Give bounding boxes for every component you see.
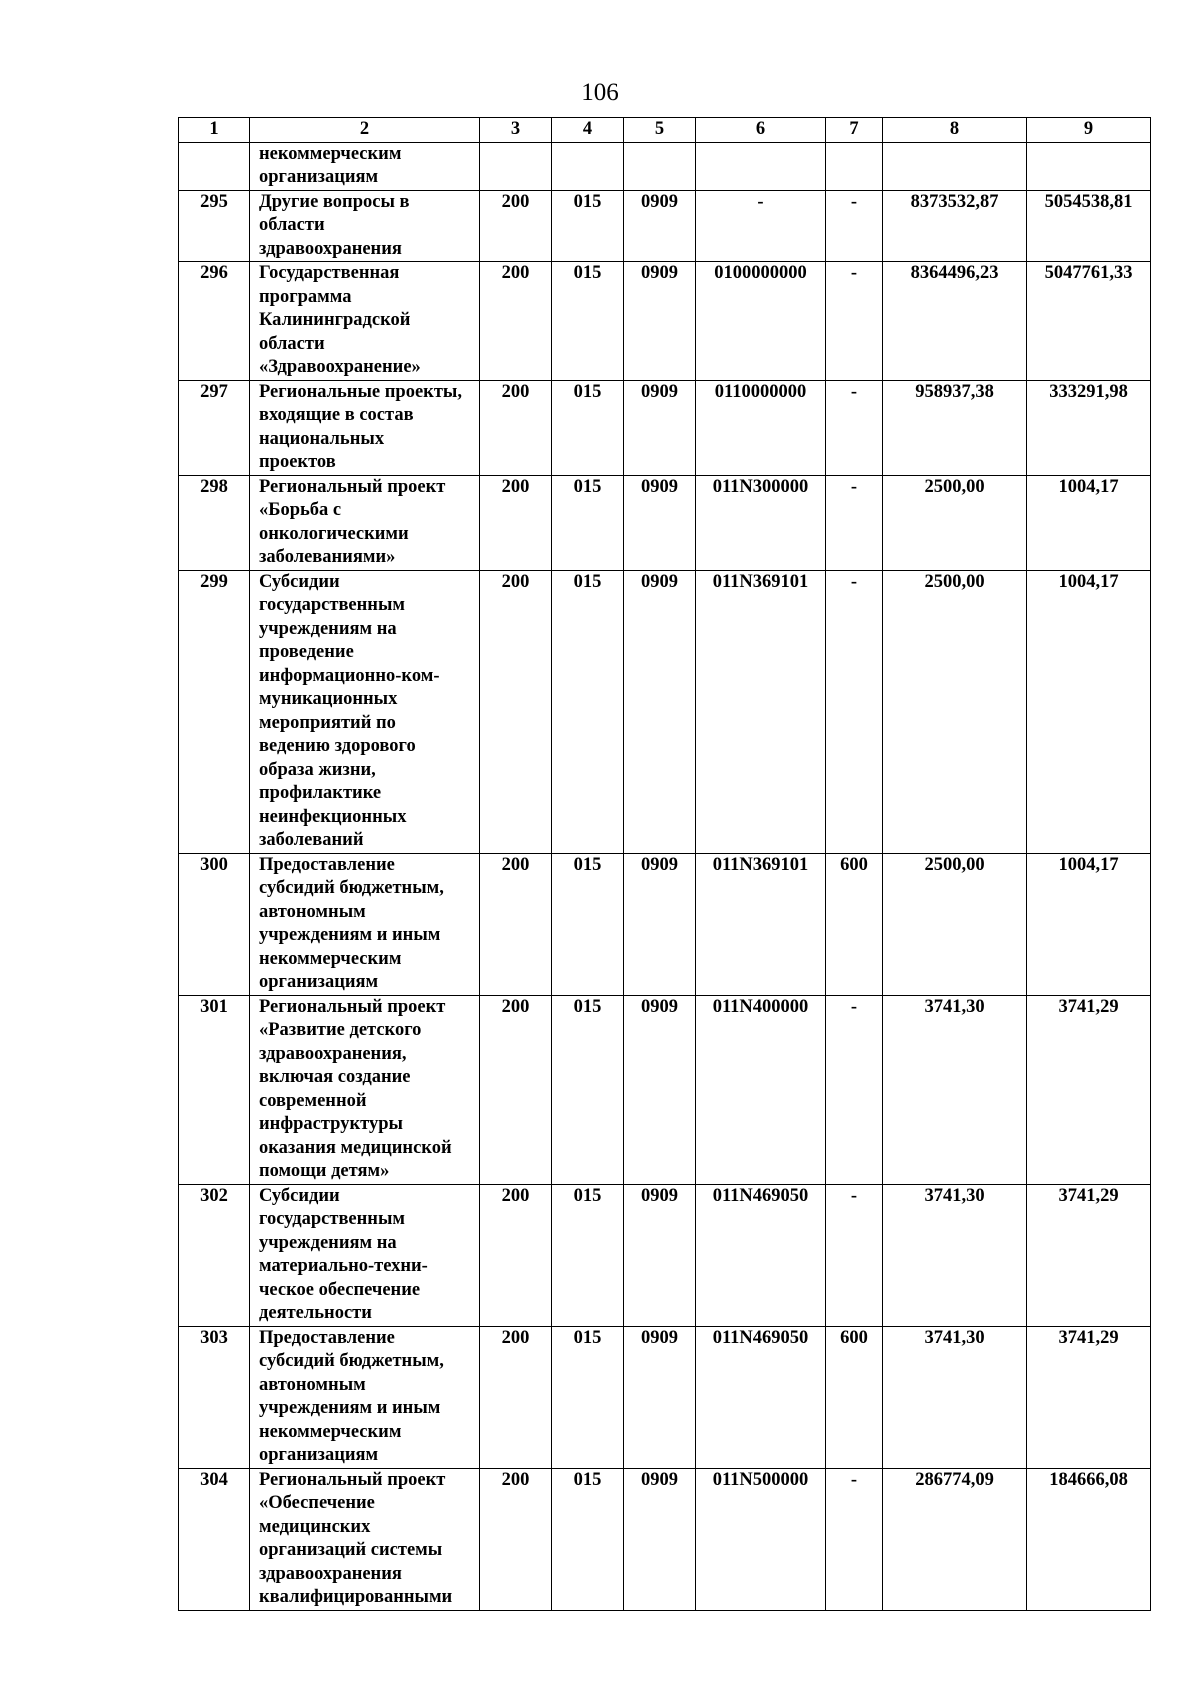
code-5-cell: 0909: [624, 1184, 696, 1326]
code-6-cell: [696, 142, 826, 190]
page-number: 106: [581, 79, 619, 106]
table-row: [179, 1468, 1151, 1610]
table-row: [179, 853, 1151, 995]
table-row: [179, 995, 1151, 1184]
table-row: [179, 1184, 1151, 1326]
code-7-cell: -: [826, 995, 883, 1184]
code-4-cell: 015: [552, 475, 624, 570]
item-name-line: «Развитие детского: [259, 1020, 422, 1040]
code-6-cell: 011N400000: [696, 995, 826, 1184]
amount-8-cell: 8373532,87: [883, 190, 1027, 262]
row-number-cell: 300: [179, 853, 250, 995]
code-5-cell: 0909: [624, 1468, 696, 1610]
item-name-line: Региональный проект: [259, 1469, 446, 1490]
code-4-cell: 015: [552, 570, 624, 853]
column-header-1: 1: [179, 118, 250, 143]
row-number-cell: 303: [179, 1326, 250, 1468]
code-3-cell: 200: [480, 1184, 552, 1326]
row-number-cell: 304: [179, 1468, 250, 1610]
item-name-line: профилактике: [259, 783, 382, 803]
code-5-cell: [624, 142, 696, 190]
item-name-line: заболеваниями»: [259, 547, 396, 567]
code-6-cell: 011N369101: [696, 853, 826, 995]
amount-9-cell: 3741,29: [1027, 1326, 1151, 1468]
column-header-3: 3: [480, 118, 552, 143]
code-5-cell: 0909: [624, 853, 696, 995]
table-row: [179, 380, 1151, 475]
code-3-cell: 200: [480, 380, 552, 475]
code-4-cell: 015: [552, 190, 624, 262]
item-name-line: «Борьба с: [259, 500, 342, 520]
table-row: [179, 142, 1151, 190]
amount-9-cell: 1004,17: [1027, 475, 1151, 570]
item-name-line: национальных: [259, 428, 385, 449]
item-name-line: онкологическими: [259, 523, 409, 544]
amount-8-cell: 2500,00: [883, 570, 1027, 853]
code-4-cell: 015: [552, 262, 624, 381]
header-row: [179, 118, 1151, 143]
amount-8-cell: 286774,09: [883, 1468, 1027, 1610]
item-name-line: организациям: [259, 1445, 379, 1465]
item-name-line: ведению здорового: [259, 736, 416, 756]
amount-8-cell: 3741,30: [883, 1184, 1027, 1326]
item-name-line: автономным: [259, 1374, 366, 1395]
column-header-8: 8: [883, 118, 1027, 143]
code-3-cell: 200: [480, 570, 552, 853]
item-name-line: учреждениям и иным: [259, 1398, 441, 1418]
code-5-cell: 0909: [624, 190, 696, 262]
code-3-cell: 200: [480, 262, 552, 381]
item-name-line: некоммерческим: [259, 143, 402, 164]
code-3-cell: 200: [480, 853, 552, 995]
row-number-cell: 302: [179, 1184, 250, 1326]
item-name-line: проектов: [259, 452, 336, 472]
amount-8-cell: [883, 142, 1027, 190]
item-name-line: Предоставление: [259, 854, 395, 875]
amount-9-cell: 1004,17: [1027, 570, 1151, 853]
column-header-6: 6: [696, 118, 826, 143]
table-body: [179, 142, 1151, 1610]
amount-8-cell: 2500,00: [883, 853, 1027, 995]
item-name-line: области: [259, 215, 325, 235]
code-3-cell: [480, 142, 552, 190]
item-name-line: оказания медицинской: [259, 1137, 452, 1158]
code-5-cell: 0909: [624, 380, 696, 475]
code-5-cell: 0909: [624, 570, 696, 853]
item-name-line: субсидий бюджетным,: [259, 878, 444, 898]
item-name-line: государственным: [259, 1209, 406, 1229]
amount-9-cell: 3741,29: [1027, 1184, 1151, 1326]
code-4-cell: 015: [552, 853, 624, 995]
code-6-cell: -: [696, 190, 826, 262]
item-name-line: учреждениям на: [259, 618, 397, 639]
item-name-cell: [250, 1468, 480, 1610]
code-3-cell: 200: [480, 1326, 552, 1468]
code-7-cell: -: [826, 262, 883, 381]
item-name-line: информационно-ком-: [259, 665, 440, 686]
item-name-line: Региональные проекты,: [259, 381, 462, 402]
row-number-cell: 295: [179, 190, 250, 262]
amount-9-cell: 1004,17: [1027, 853, 1151, 995]
amount-9-cell: 184666,08: [1027, 1468, 1151, 1610]
item-name-line: ческое обеспечение: [259, 1279, 421, 1300]
item-name-line: проведение: [259, 642, 354, 662]
amount-9-cell: [1027, 142, 1151, 190]
table-row: [179, 570, 1151, 853]
code-4-cell: 015: [552, 995, 624, 1184]
code-6-cell: 011N469050: [696, 1184, 826, 1326]
code-7-cell: 600: [826, 853, 883, 995]
item-name-line: медицинских: [259, 1516, 371, 1537]
code-7-cell: -: [826, 1184, 883, 1326]
item-name-cell: [250, 1184, 480, 1326]
code-4-cell: 015: [552, 380, 624, 475]
item-name-line: неинфекционных: [259, 806, 407, 827]
row-number-cell: [179, 142, 250, 190]
item-name-line: деятельности: [259, 1303, 372, 1323]
column-header-4: 4: [552, 118, 624, 143]
item-name-cell: [250, 380, 480, 475]
code-4-cell: 015: [552, 1326, 624, 1468]
item-name-line: организациям: [259, 167, 379, 187]
item-name-line: материально-техни-: [259, 1256, 428, 1276]
budget-table: [178, 117, 1151, 1611]
code-4-cell: 015: [552, 1468, 624, 1610]
row-number-cell: 301: [179, 995, 250, 1184]
item-name-line: Предоставление: [259, 1327, 395, 1348]
column-header-2: 2: [250, 118, 480, 143]
item-name-cell: [250, 853, 480, 995]
item-name-line: входящие в состав: [259, 405, 414, 425]
item-name-line: Калининградской: [259, 310, 411, 330]
item-name-cell: [250, 475, 480, 570]
code-4-cell: 015: [552, 1184, 624, 1326]
code-5-cell: 0909: [624, 262, 696, 381]
item-name-line: Другие вопросы в: [259, 191, 410, 212]
code-7-cell: -: [826, 475, 883, 570]
item-name-line: инфраструктуры: [259, 1114, 403, 1134]
item-name-cell: [250, 142, 480, 190]
item-name-line: современной: [259, 1090, 367, 1111]
code-7-cell: -: [826, 1468, 883, 1610]
item-name-line: мероприятий по: [259, 712, 396, 733]
amount-9-cell: 3741,29: [1027, 995, 1151, 1184]
item-name-line: программа: [259, 286, 352, 307]
code-6-cell: 011N300000: [696, 475, 826, 570]
item-name-line: Субсидии: [259, 1185, 340, 1206]
item-name-line: Субсидии: [259, 571, 340, 592]
item-name-line: Государственная: [259, 263, 400, 283]
item-name-line: некоммерческим: [259, 1421, 402, 1442]
code-4-cell: [552, 142, 624, 190]
item-name-line: помощи детям»: [259, 1161, 390, 1181]
item-name-line: учреждениям и иным: [259, 925, 441, 945]
code-7-cell: [826, 142, 883, 190]
code-7-cell: -: [826, 380, 883, 475]
item-name-line: организациям: [259, 972, 379, 992]
code-5-cell: 0909: [624, 475, 696, 570]
row-number-cell: 296: [179, 262, 250, 381]
item-name-line: «Здравоохранение»: [259, 357, 421, 377]
code-6-cell: 0110000000: [696, 380, 826, 475]
code-5-cell: 0909: [624, 995, 696, 1184]
row-number-cell: 297: [179, 380, 250, 475]
code-3-cell: 200: [480, 995, 552, 1184]
amount-8-cell: 3741,30: [883, 1326, 1027, 1468]
item-name-line: включая создание: [259, 1067, 411, 1087]
item-name-line: организаций системы: [259, 1540, 443, 1560]
code-6-cell: 011N469050: [696, 1326, 826, 1468]
code-3-cell: 200: [480, 475, 552, 570]
item-name-line: Региональный проект: [259, 476, 446, 497]
amount-9-cell: 333291,98: [1027, 380, 1151, 475]
item-name-line: некоммерческим: [259, 948, 402, 969]
code-7-cell: 600: [826, 1326, 883, 1468]
code-3-cell: 200: [480, 1468, 552, 1610]
item-name-line: Региональный проект: [259, 996, 446, 1017]
item-name-cell: [250, 1326, 480, 1468]
amount-9-cell: 5047761,33: [1027, 262, 1151, 381]
code-6-cell: 011N369101: [696, 570, 826, 853]
table-row: [179, 190, 1151, 262]
item-name-line: субсидий бюджетным,: [259, 1351, 444, 1371]
table-row: [179, 475, 1151, 570]
item-name-line: автономным: [259, 901, 366, 922]
code-7-cell: -: [826, 570, 883, 853]
amount-8-cell: 3741,30: [883, 995, 1027, 1184]
code-3-cell: 200: [480, 190, 552, 262]
table-row: [179, 1326, 1151, 1468]
column-header-7: 7: [826, 118, 883, 143]
item-name-cell: [250, 995, 480, 1184]
code-5-cell: 0909: [624, 1326, 696, 1468]
item-name-cell: [250, 570, 480, 853]
row-number-cell: 298: [179, 475, 250, 570]
code-6-cell: 0100000000: [696, 262, 826, 381]
item-name-line: здравоохранения: [259, 238, 402, 259]
amount-8-cell: 2500,00: [883, 475, 1027, 570]
amount-8-cell: 8364496,23: [883, 262, 1027, 381]
item-name-line: учреждениям на: [259, 1232, 397, 1253]
table-row: [179, 262, 1151, 381]
item-name-line: государственным: [259, 595, 406, 615]
item-name-line: здравоохранения,: [259, 1043, 407, 1064]
item-name-cell: [250, 190, 480, 262]
column-header-5: 5: [624, 118, 696, 143]
item-name-line: здравоохранения: [259, 1563, 402, 1584]
code-6-cell: 011N500000: [696, 1468, 826, 1610]
amount-8-cell: 958937,38: [883, 380, 1027, 475]
item-name-line: муникационных: [259, 689, 398, 709]
item-name-cell: [250, 262, 480, 381]
column-header-9: 9: [1027, 118, 1151, 143]
item-name-line: области: [259, 333, 325, 354]
item-name-line: квалифицированными: [259, 1587, 453, 1607]
item-name-line: заболеваний: [259, 830, 364, 850]
item-name-line: «Обеспечение: [259, 1493, 375, 1513]
item-name-line: образа жизни,: [259, 759, 376, 780]
amount-9-cell: 5054538,81: [1027, 190, 1151, 262]
row-number-cell: 299: [179, 570, 250, 853]
code-7-cell: -: [826, 190, 883, 262]
